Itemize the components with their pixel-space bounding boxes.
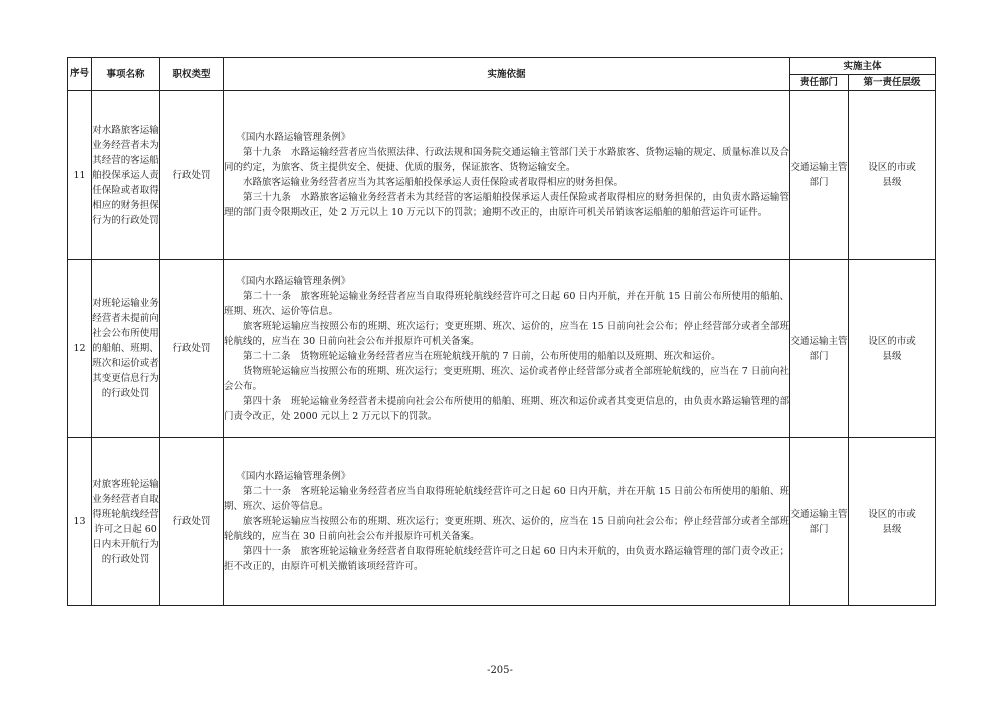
table-row (68, 260, 936, 438)
basis-paragraph: 第四十条 班轮运输业务经营者未提前向社会公布所使用的船舶、班期、班次和运价或者其变更信息的，由负责水路运输管理的部门责令改正，处 2000 元以上 2 万元以下的罚款。 (224, 395, 789, 422)
header-dept: 责任部门 (790, 75, 849, 91)
enforcement-table (67, 57, 936, 606)
row-dept: 交通运输主管部门 (790, 260, 849, 438)
basis-paragraph: 旅客班轮运输应当按照公布的班期、班次运行；变更班期、班次、运价的，应当在 15 日前向社会公布；停止经营部分或者全部班轮航线的，应当在 30 日前向社会公布并报原许可机关备案。 (224, 516, 789, 542)
basis-paragraph: 《国内水路运输管理条例》 (236, 132, 351, 143)
row-item-name: 对水路旅客运输业务经营者未为其经营的客运船舶投保承运人责任保险或者取得相应的财务担保行为的行政处罚 (92, 91, 160, 260)
row-seq: 13 (68, 438, 92, 606)
header-name: 事项名称 (92, 58, 160, 91)
row-item-name: 对旅客班轮运输业务经营者自取得班轮航线经营许可之日起 60 日内未开航行为的行政处罚 (92, 438, 160, 606)
header-seq: 序号 (68, 58, 92, 91)
header-subject: 实施主体 (790, 58, 936, 75)
row-basis (224, 438, 790, 606)
header-level: 第一责任层级 (849, 75, 936, 91)
page-number: -205- (487, 665, 513, 676)
row-power-type: 行政处罚 (160, 438, 224, 606)
basis-paragraph: 第二十二条 货物班轮运输业务经营者应当在班轮航线开航的 7 日前，公布所使用的船舶以及班期、班次和运价。 (243, 350, 721, 362)
row-seq: 11 (68, 91, 92, 260)
table-row (68, 438, 936, 606)
row-dept: 交通运输主管部门 (790, 91, 849, 260)
row-power-type: 行政处罚 (160, 260, 224, 438)
basis-paragraph: 第二十一条 旅客班轮运输业务经营者应当自取得班轮航线经营许可之日起 60 日内开航，并在开航 15 日前公布所使用的船舶、班期、班次、运价等信息。 (224, 290, 789, 317)
row-item-name: 对班轮运输业务经营者未提前向社会公布所使用的船舶、班期、班次和运价或者其变更信息行为的行政处罚 (92, 260, 160, 438)
basis-paragraph: 货物班轮运输应当按照公布的班期、班次运行；变更班期、班次、运价或者停止经营部分或者全部班轮航线的，应当在 7 日前向社会公布。 (224, 365, 789, 392)
table-row (68, 91, 936, 260)
basis-paragraph: 水路旅客运输业务经营者应当为其客运船舶投保承运人责任保险或者取得相应的财务担保。 (243, 177, 624, 188)
header-type: 职权类型 (160, 58, 224, 91)
basis-paragraph: 《国内水路运输管理条例》 (236, 275, 351, 287)
header-basis: 实施依据 (224, 58, 790, 91)
basis-paragraph: 第二十一条 客班轮运输业务经营者应当自取得班轮航线经营许可之日起 60 日内开航，并在开航 15 日前公布所使用的船舶、班期、班次、运价等信息。 (224, 486, 789, 512)
basis-paragraph: 第四十一条 旅客班轮运输业务经营者自取得班轮航线经营许可之日起 60 日内未开航的，由负责水路运输管理的部门责令改正；拒不改正的，由原许可机关撤销该项经营许可。 (224, 546, 789, 572)
basis-paragraph: 旅客班轮运输应当按照公布的班期、班次运行；变更班期、班次、运价的，应当在 15 日前向社会公布；停止经营部分或者全部班轮航线的，应当在 30 日前向社会公布并报原许可机关备案。 (224, 320, 789, 347)
row-level: 设区的市或县级 (849, 260, 936, 438)
basis-paragraph: 第三十九条 水路旅客运输业务经营者未为其经营的客运船舶投保承运人责任保险或者取得相应的财务担保的，由负责水路运输管理的部门责令限期改正，处 2 万元以上 10 万元以下的罚款；逾期不改正的，由原许可机关吊销该客运船舶的船舶营运许可证件。 (224, 192, 789, 218)
row-seq: 12 (68, 260, 92, 438)
row-basis (224, 91, 790, 260)
row-level: 设区的市或县级 (849, 438, 936, 606)
row-dept: 交通运输主管部门 (790, 438, 849, 606)
row-basis (224, 260, 790, 438)
basis-paragraph: 第十九条 水路运输经营者应当依照法律、行政法规和国务院交通运输主管部门关于水路旅客、货物运输的规定、质量标准以及合同的约定，为旅客、货主提供安全、便捷、优质的服务，保证旅客、货物运输安全。 (224, 147, 789, 173)
basis-paragraph: 《国内水路运输管理条例》 (236, 471, 351, 482)
row-level: 设区的市或县级 (849, 91, 936, 260)
row-power-type: 行政处罚 (160, 91, 224, 260)
